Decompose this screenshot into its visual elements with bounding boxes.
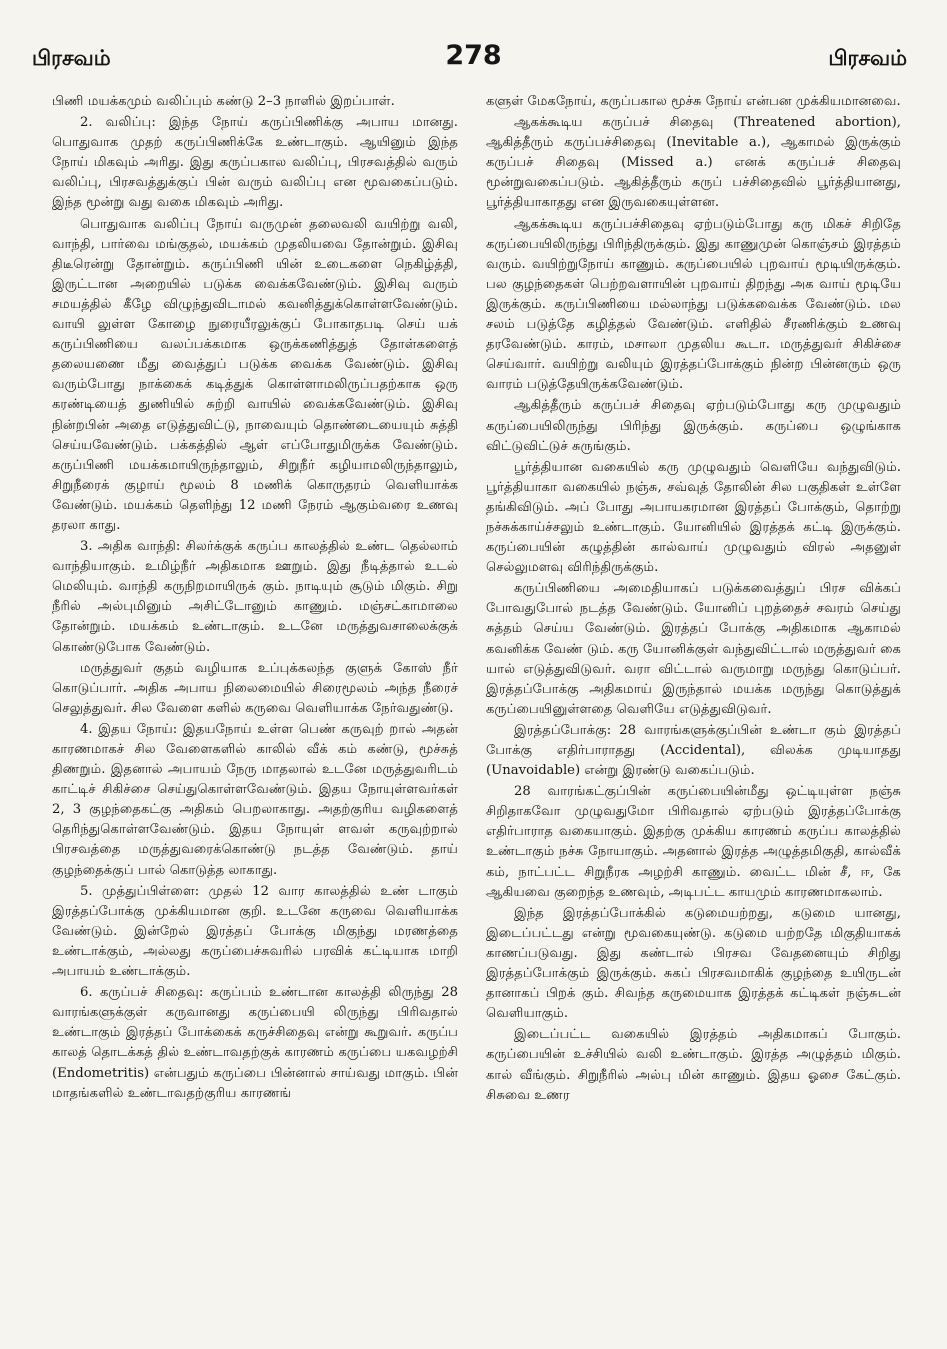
paragraph: இந்த இரத்தப்போக்கில் கடுமையற்றது, கடுமை யானது, இடைப்பட்டது என்று மூவகையுண்டு. கடுமை யற்றதே மிகுதியாகக் காணப்படுவது. இது கண்டால் பிரசவ வேதனையும் சிறிது இரத்தப்போக்கும் இருக்கும். சுகப் பிரசவமாகிக் குழந்தை உயிருடன் தானாகப் பிறக் கும். சிவந்த கருமையாக இரத்தக் கட்டிகள் நஞ்சுடன் வெளியாகும். (486, 905, 901, 1022)
page-number: 278 (445, 40, 502, 71)
right-column (486, 92, 901, 1324)
paragraph: பொதுவாக வலிப்பு நோய் வருமுன் தலைவலி வயிற்று வலி, வாந்தி, பார்வை மங்குதல், மயக்கம் முதலியவை தோன்றும். இசிவு திடீரென்று தோன்றும். கருப்பிணி யின் உடைகளை நெகிழ்த்தி, இருட்டான அறையில் படுக்க வைக்கவேண்டும். இசிவு வரும் சமயத்தில் கீழே விழுந்துவிடாமல் கவனித்துக்கொள்ளவேண்டும். வாயி லுள்ள கோழை நுரையீரலுக்குப் போகாதபடி செய் யக் கருப்பிணியை வலப்பக்கமாக ஒருக்கணித்துத் தோள்களைத் தலையணை மீது வைத்துப் படுக்க வைக்க வேண்டும். இசிவு வரும்போது நாக்கைக் கடித்துக் கொள்ளாமலிருப்பதற்காக ஒரு கரண்டியைத் துணியில் சுற்றி வாயில் வைக்கவேண்டும். இசிவு நின்றபின் அதை எடுத்துவிட்டு, நாவையும் தொண்டையையும் சுத்தி செய்யவேண்டும். பக்கத்தில் ஆள் எப்போதுமிருக்க வேண்டும். கருப்பிணி மயக்கமாயிருந்தாலும், சிறுநீர் கழியாமலிருந்தாலும், சிறுநீரைக் குழாய் மூலம் 8 மணிக் கொருதரம் வெளியாக்க வேண்டும். மயக்கம் தெளிந்து 12 மணி நேரம் ஆகும்வரை உணவு தரலா காது. (52, 216, 458, 533)
left-column (52, 92, 458, 1324)
paragraph-hydatid-mole: 5. முத்துப்பிள்ளை: முதல் 12 வார காலத்தில் உண் டாகும் இரத்தப்போக்கு முக்கியமான குறி. உடனே கருவை வெளியாக்க வேண்டும். இன்றேல் இரத்தப் போக்கு மிகுந்து மரணத்தை உண்டாக்கும், அல்லது கருப்பைச்சுவரில் பரவிக் கட்டியாக மாறி அபாயம் உண்டாக்கும். (52, 883, 458, 980)
paragraph: ஆகக்கூடிய கருப்பச்சிதைவு ஏற்படும்போது கரு மிகச் சிறிதே கருப்பையிலிருந்து பிரிந்திருக்கும். இது காணுமுன் கொஞ்சம் இரத்தம் வரும். வயிற்றுநோய் காணும். கருப்பையில் புறவாய் மூடியிருக்கும். பல குழந்தைகள் பெற்றவளாயின் புறவாய் திறந்து அக வாய் மூடியே இருக்கும். கருப்பிணியை மல்லாந்து படுக்கவைக்க வேண்டும். மல சலம் படுத்தே கழித்தல் வேண்டும். எளிதில் சீரணிக்கும் உணவு தரவேண்டும். காரம், மசாலா முதலிய கூடா. மருத்துவர் சிகிச்சை செய்வார். வயிற்று வலியும் இரத்தப்போக்கும் நின்ற பின்னரும் ஒரு வாரம் படுத்தேயிருக்கவேண்டும். (486, 216, 901, 393)
running-head-left: பிரசவம் (32, 46, 111, 70)
paragraph: பூர்த்தியான வகையில் கரு முழுவதும் வெளியே வந்துவிடும். பூர்த்தியாகா வகையில் நஞ்சு, சவ்வுத் தோலின் சில பகுதிகள் உள்ளே தங்கிவிடும். அப் போது அபாயகரமான இரத்தப் போக்கும், தொற்று நச்சுக்காய்ச்சலும் உண்டாகும். யோனியில் இரத்தக் கட்டி இருக்கும். கருப்பையின் கழுத்தின் கால்வாய் முழுவதும் விரல் அதனுள் செல்லுமளவு விரிந்திருக்கும். (486, 459, 901, 576)
paragraph-bleeding: இரத்தப்போக்கு: 28 வாரங்களுக்குப்பின் உண்டா கும் இரத்தப் போக்கு எதிர்பாராதது (Accidental), விலக்க முடியாதது (Unavoidable) என்று இரண்டு வகைப்படும். (486, 722, 901, 779)
paragraph: களுள் மேகநோய், கருப்பகால மூச்சு நோய் என்பன முக்கியமானவை. (486, 94, 901, 109)
paragraph-convulsions: 2. வலிப்பு: இந்த நோய் கருப்பிணிக்கு அபாய மானது. பொதுவாக முதற் கருப்பிணிக்கே உண்டாகும். ஆயினும் இந்த நோய் மிகவும் அரிது. இது கருப்பகால வலிப்பு, பிரசவத்தில் வரும் வலிப்பு, பிரசவத்துக்குப் பின் வரும் வலிப்பு என மூவகைப்படும். இந்த மூன்று வது வகை மிகவும் அரிது. (52, 115, 458, 211)
paragraph: ஆகக்கூடிய கருப்பச் சிதைவு (Threatened abortion), ஆகித்தீரும் கருப்பச்சிதைவு (Inevitable a.), ஆகாமல் இருக்கும் கருப்பச் சிதைவு (Missed a.) எனக் கருப்பச் சிதைவு மூன்றுவகைப்படும். ஆகித்தீரும் கருப் பச்சிதைவில் பூர்த்தியானது, பூர்த்தியாகாதது என இருவகையுள்ளன. (486, 115, 901, 211)
running-head-right: பிரசவம் (828, 46, 907, 70)
paragraph: இடைப்பட்ட வகையில் இரத்தம் அதிகமாகப் போகும். கருப்பையின் உச்சியில் வலி உண்டாகும். இரத்த அழுத்தம் மிகும். கால் வீங்கும். சிறுநீரில் அல்பு மின் காணும். இதய ஓசை கேட்கும். சிசுவை உணர (486, 1027, 901, 1103)
paragraph-abortion: 6. கருப்பச் சிதைவு: கருப்பம் உண்டான காலத்தி லிருந்து 28 வாரங்களுக்குள் கருவானது கருப்பையி லிருந்து பிரிவதால் உண்டாகும் இரத்தப் போக்கைக் கருச்சிதைவு என்று கூறுவர். கருப்ப காலத் தொடக்கத் தில் உண்டாவதற்குக் காரணம் கருப்பை யகவழற்சி (Endometritis) என்பதும் கருப்பை பின்னால் சாய்வது மாகும். பின் மாதங்களில் உண்டாவதற்குரிய காரணங் (52, 985, 458, 1101)
paragraph-heart-disease: 4. இதய நோய்: இதயநோய் உள்ள பெண் கருவுற் றால் அதன் காரணமாகச் சில வேளைகளில் காலில் வீக் கம் கண்டு, மூச்சுத் திணறும். இதனால் அபாயம் நேரு மாதலால் உடனே மருத்துவரிடம் காட்டிச் சிகிச்சை செய்துகொள்ளவேண்டும். இதய நோயுள்ளவர்கள் 2, 3 குழந்தைகட்கு அதிகம் பெறலாகாது. அதற்குரிய வழிகளைத் தெரிந்துகொள்ளவேண்டும். இதய நோயுள் ளவள் கருவுற்றால் பிரசவத்தை மருத்துவரைக்கொண்டு நடத்த வேண்டும். தாய் குழந்தைக்குப் பால் கொடுத்த லாகாது. (52, 721, 458, 878)
paragraph: கருப்பிணியை அமைதியாகப் படுக்கவைத்துப் பிரச விக்கப் போவதுபோல் நடத்த வேண்டும். யோனிப் புறத்தைச் சவரம் செய்து சுத்தம் செய்ய வேண்டும். இரத்தப் போக்கு அதிகமாக ஆகாமல் கவனிக்க வேண் டும். கரு யோனிக்குள் வந்துவிட்டால் மருத்துவர் கை யால் எடுத்துவிடுவர். வரா விட்டால் வருமாறு மருந்து கொடுப்பர். இரத்தப்போக்கு அதிகமாய் இருந்தால் மயக்க மருந்து கொடுத்துக் கருப்பையினுள்ளதை வெளியே எடுத்துவிடுவர். (486, 581, 901, 717)
paragraph-vomiting: 3. அதிக வாந்தி: சிலர்க்குக் கருப்ப காலத்தில் உண்ட தெல்லாம் வாந்தியாகும். உமிழ்நீர் அதிகமாக ஊறும். இது நீடித்தால் உடல் மெலியும். வாந்தி கருநிறமாயிருக் கும். நாடியும் சூடும் மிகும். சிறு நீரில் அல்புமினும் அசிட்டோனும் காணும். மஞ்சட்காமாலை தோன்றும். மயக்கம் உண்டாகும். உடனே மருத்துவசாலைக்குக் கொண்டுபோக வேண்டும். (52, 539, 458, 655)
paragraph: ஆகித்தீரும் கருப்பச் சிதைவு ஏற்படும்போது கரு முழுவதும் கருப்பையிலிருந்து பிரிந்து இருக்கும். கருப்பை ஒழுங்காக விட்டுவிட்டுச் சுருங்கும். (486, 398, 901, 454)
page-header (0, 40, 947, 80)
paragraph: மருத்துவர் குதம் வழியாக உப்புக்கலந்த குளுக் கோஸ் நீர் கொடுப்பார். அதிக அபாய நிலைமையில் சிரைமூலம் அந்த நீரைச் செலுத்துவர். சில வேளை களில் கருவை வெளியாக்க நேர்வதுண்டு. (52, 660, 458, 716)
paragraph: பிணி மயக்கமும் வலிப்பும் கண்டு 2–3 நாளில் இறப்பாள். (52, 94, 395, 109)
paragraph: 28 வாரங்கட்குப்பின் கருப்பையின்மீது ஒட்டியுள்ள நஞ்சு சிறிதாகவோ முழுவதுமோ பிரிவதால் ஏற்படும் இரத்தப்போக்கு எதிர்பாராத வகையாகும். இதற்கு முக்கிய காரணம் கருப்ப காலத்தில் உண்டாகும் நச்சு நோயாகும். அதனால் இரத்த அழுத்தமிகுதி, கால்வீக் கம், நாட்பட்ட சிறுநீரக அழற்சி காணும். வைட்ட மின் சீ, ஈ, கே ஆகியவை குறைந்த உணவும், அடிபட்ட காயமும் காரணமாகலாம். (486, 784, 901, 900)
